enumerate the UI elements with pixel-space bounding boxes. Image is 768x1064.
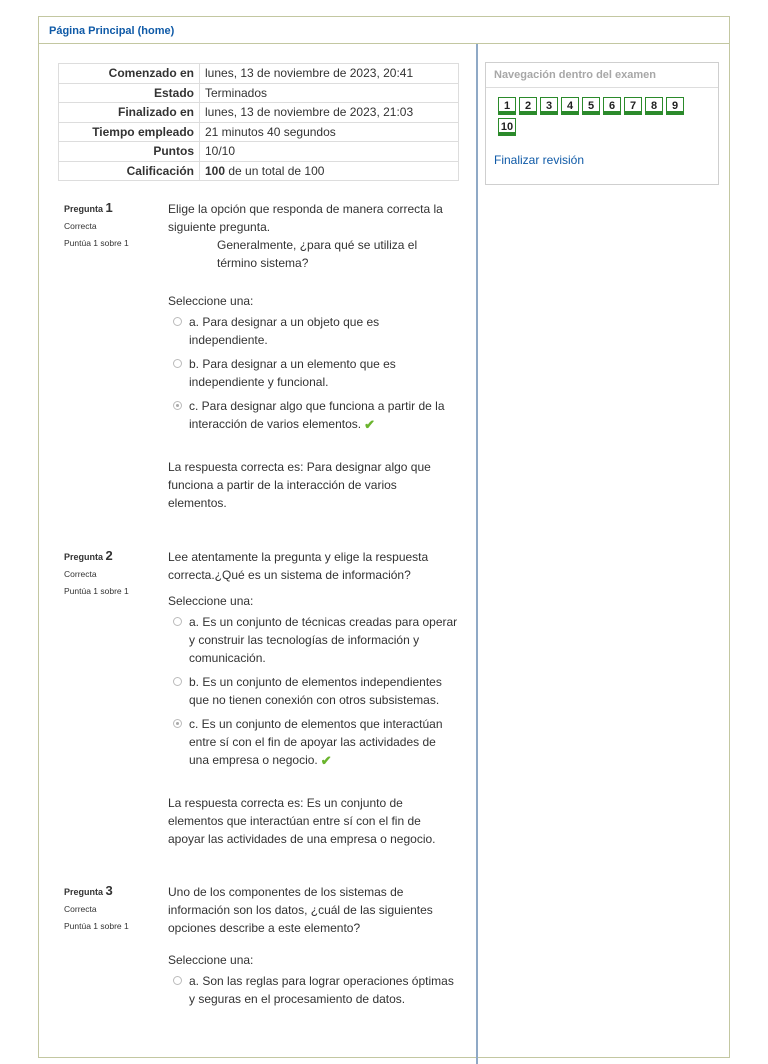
question-button-6[interactable]: 6 <box>603 97 621 115</box>
summary-value: Terminados <box>200 83 459 103</box>
option-text: a. Es un conjunto de técnicas creadas para operar y construir las tecnologías de información y comunicación. <box>189 615 458 665</box>
answer-option-c[interactable] <box>168 715 458 770</box>
question-grade: Puntúa 1 sobre 1 <box>64 921 129 931</box>
check-icon: ✔ <box>364 417 375 432</box>
finish-review-link[interactable]: Finalizar revisión <box>494 153 585 167</box>
question-stem: Generalmente, ¿para qué se utiliza el término sistema? <box>217 238 418 270</box>
question-button-7[interactable]: 7 <box>624 97 642 115</box>
question-status: Correcta <box>64 904 97 914</box>
summary-row <box>59 83 459 103</box>
question-grade: Puntúa 1 sobre 1 <box>64 238 129 248</box>
summary-label: Tiempo empleado <box>59 122 200 142</box>
column-divider <box>476 44 478 1064</box>
summary-label: Puntos <box>59 142 200 162</box>
option-text: a. Para designar a un objeto que es independiente. <box>189 315 380 347</box>
quiz-navigation-title: Navegación dentro del examen <box>486 63 718 88</box>
attempt-summary-table <box>58 63 459 181</box>
summary-label: Comenzado en <box>59 64 200 84</box>
radio-button[interactable] <box>173 359 182 368</box>
question-number: 3 <box>105 883 113 898</box>
select-one-label: Seleccione una: <box>168 294 254 308</box>
question-content <box>168 200 458 512</box>
question-buttons <box>486 88 706 139</box>
answer-option-a[interactable] <box>168 313 458 349</box>
radio-button-selected[interactable] <box>173 719 182 728</box>
question-button-1[interactable]: 1 <box>498 97 516 115</box>
grade-value: 100 <box>205 163 226 178</box>
radio-button-selected[interactable] <box>173 401 182 410</box>
summary-row <box>59 142 459 162</box>
question-content <box>168 883 458 1014</box>
question-label: Pregunta <box>64 887 104 897</box>
summary-label: Estado <box>59 83 200 103</box>
question-content <box>168 548 458 848</box>
quiz-navigation-block <box>485 62 719 185</box>
radio-button[interactable] <box>173 677 182 686</box>
radio-button[interactable] <box>173 976 182 985</box>
question-intro: Uno de los componentes de los sistemas de información son los datos, ¿cuál de las siguientes opciones describe a este elemento? <box>168 885 433 935</box>
summary-value: lunes, 13 de noviembre de 2023, 21:03 <box>200 103 459 123</box>
answer-option-c[interactable] <box>168 397 458 434</box>
summary-label: Calificación <box>59 161 200 181</box>
question-info <box>64 200 164 248</box>
answer-option-b[interactable] <box>168 355 458 391</box>
summary-row <box>59 64 459 84</box>
header <box>39 17 729 44</box>
answer-option-a[interactable] <box>168 972 458 1008</box>
option-text: a. Son las reglas para lograr operaciones óptimas y seguras en el procesamiento de datos. <box>189 974 454 1006</box>
answer-option-b[interactable] <box>168 673 458 709</box>
question-intro: Lee atentamente la pregunta y elige la respuesta correcta.¿Qué es un sistema de información? <box>168 550 429 582</box>
summary-label: Finalizado en <box>59 103 200 123</box>
option-text: b. Es un conjunto de elementos independientes que no tienen conexión con otros subsistemas. <box>189 675 442 707</box>
question-grade: Puntúa 1 sobre 1 <box>64 586 129 596</box>
summary-value: lunes, 13 de noviembre de 2023, 20:41 <box>200 64 459 84</box>
answer-option-a[interactable] <box>168 613 458 667</box>
correct-answer-feedback: La respuesta correcta es: Para designar algo que funciona a partir de la interacción de varios elementos. <box>168 460 431 510</box>
radio-button[interactable] <box>173 617 182 626</box>
question-info <box>64 548 164 596</box>
option-text: c. Para designar algo que funciona a partir de la interacción de varios elementos. <box>189 399 445 431</box>
home-link[interactable]: Página Principal (home) <box>49 25 175 37</box>
summary-value <box>200 161 459 181</box>
question-number: 2 <box>105 548 113 563</box>
radio-button[interactable] <box>173 317 182 326</box>
option-text: c. Es un conjunto de elementos que interactúan entre sí con el fin de apoyar las actividades de una empresa o negocio. <box>189 717 443 767</box>
question-button-8[interactable]: 8 <box>645 97 663 115</box>
select-one-label: Seleccione una: <box>168 594 254 608</box>
question-status: Correcta <box>64 569 97 579</box>
summary-row <box>59 122 459 142</box>
page-frame <box>38 16 730 1058</box>
question-button-5[interactable]: 5 <box>582 97 600 115</box>
summary-value: 10/10 <box>200 142 459 162</box>
correct-answer-feedback: La respuesta correcta es: Es un conjunto de elementos que interactúan entre sí con el fin de apoyar las actividades de una empresa o negocio. <box>168 796 436 846</box>
question-button-9[interactable]: 9 <box>666 97 684 115</box>
question-number: 1 <box>105 200 113 215</box>
select-one-label: Seleccione una: <box>168 953 254 967</box>
question-status: Correcta <box>64 221 97 231</box>
option-text: b. Para designar a un elemento que es independiente y funcional. <box>189 357 396 389</box>
question-intro: Elige la opción que responda de manera correcta la siguiente pregunta. <box>168 202 443 234</box>
check-icon: ✔ <box>320 753 332 768</box>
question-button-4[interactable]: 4 <box>561 97 579 115</box>
summary-row <box>59 103 459 123</box>
question-button-3[interactable]: 3 <box>540 97 558 115</box>
summary-value: 21 minutos 40 segundos <box>200 122 459 142</box>
summary-row <box>59 161 459 181</box>
question-label: Pregunta <box>64 552 104 562</box>
question-button-2[interactable]: 2 <box>519 97 537 115</box>
question-label: Pregunta <box>64 204 104 214</box>
grade-total: de un total de 100 <box>225 163 325 178</box>
question-button-10[interactable]: 10 <box>498 118 516 136</box>
question-info <box>64 883 164 931</box>
